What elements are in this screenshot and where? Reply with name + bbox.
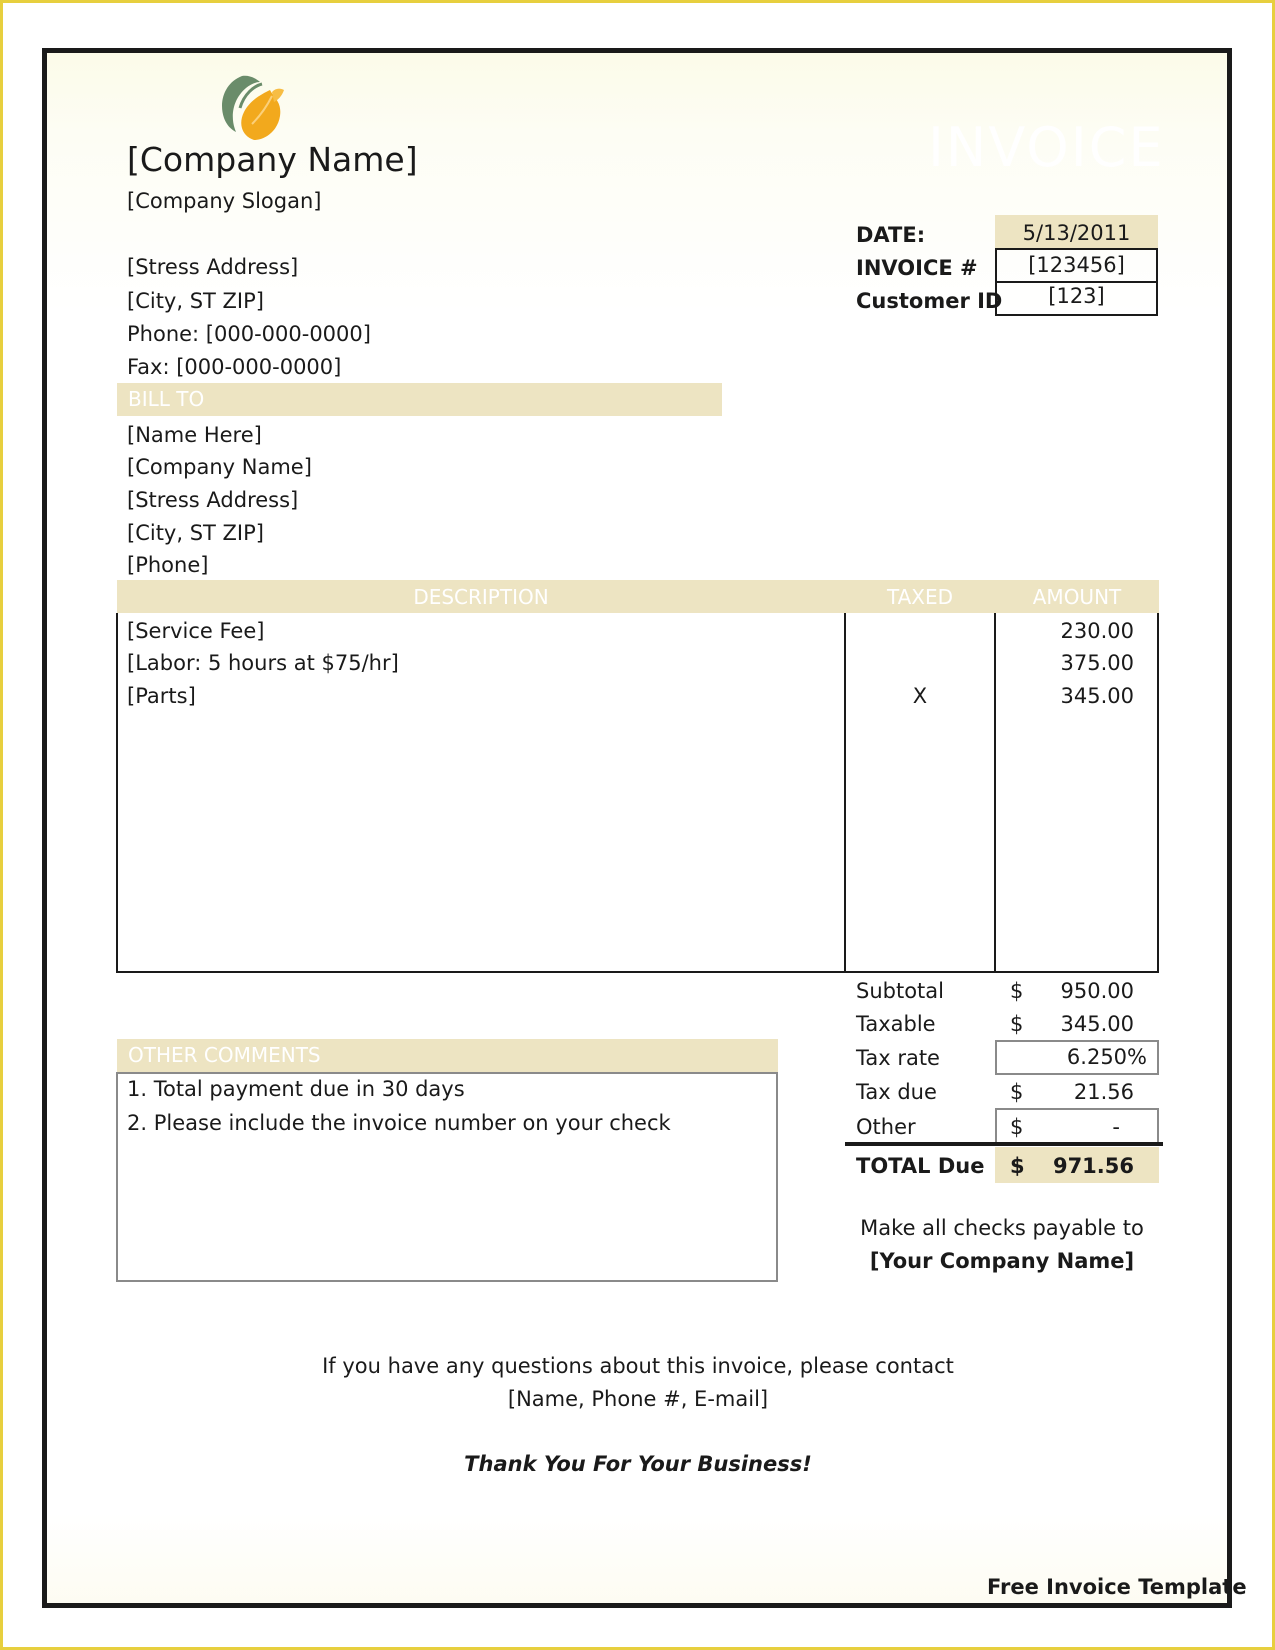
item-taxed: X	[912, 684, 928, 708]
bill-to-phone: [Phone]	[127, 553, 209, 577]
total-due-label: TOTAL Due	[856, 1154, 985, 1178]
payable-company: [Your Company Name]	[869, 1249, 1135, 1273]
other-value: -	[1112, 1115, 1120, 1139]
bill-to-header: BILL TO	[128, 387, 205, 411]
contact-line-2: [Name, Phone #, E-mail]	[507, 1387, 769, 1411]
bill-to-address: [Stress Address]	[127, 488, 299, 512]
tax-due-value: 21.56	[1073, 1080, 1134, 1104]
comments-band	[117, 1039, 778, 1072]
taxable-currency: $	[1010, 1012, 1024, 1036]
company-fax: Fax: [000-000-0000]	[127, 355, 342, 379]
item-description: [Labor: 5 hours at $75/hr]	[127, 651, 399, 675]
table-border-right	[1157, 613, 1159, 973]
tax-rate-box	[995, 1040, 1159, 1075]
bill-to-name: [Name Here]	[127, 423, 262, 447]
description-header: DESCRIPTION	[413, 585, 549, 609]
taxable-label: Taxable	[856, 1012, 936, 1036]
date-label: DATE:	[856, 223, 926, 247]
comment-line-2: 2. Please include the invoice number on your check	[127, 1111, 671, 1135]
bill-to-city: [City, ST ZIP]	[127, 521, 264, 545]
comments-header: OTHER COMMENTS	[128, 1043, 321, 1067]
subtotal-currency: $	[1010, 979, 1024, 1003]
subtotal-label: Subtotal	[856, 979, 944, 1003]
other-label: Other	[856, 1115, 916, 1139]
tax-rate-value: 6.250%	[1066, 1045, 1147, 1069]
total-due-currency: $	[1010, 1154, 1025, 1178]
bill-to-band	[117, 383, 722, 416]
company-name: [Company Name]	[127, 140, 418, 179]
item-amount: 230.00	[1060, 619, 1134, 643]
comment-line-1: 1. Total payment due in 30 days	[127, 1077, 465, 1101]
company-city: [City, ST ZIP]	[127, 289, 264, 313]
invoice-number-value: [123456]	[995, 248, 1158, 283]
taxed-header: TAXED	[886, 585, 954, 609]
invoice-title: INVOICE	[928, 116, 1165, 179]
company-logo	[216, 72, 290, 142]
customer-id-label: Customer ID	[856, 289, 1003, 313]
tax-due-currency: $	[1010, 1080, 1024, 1104]
subtotal-value: 950.00	[1060, 979, 1134, 1003]
other-currency: $	[1010, 1115, 1024, 1139]
payable-line-1: Make all checks payable to	[860, 1216, 1144, 1240]
company-address: [Stress Address]	[127, 255, 299, 279]
tax-due-label: Tax due	[856, 1080, 937, 1104]
total-divider	[845, 1142, 1163, 1146]
taxable-value: 345.00	[1060, 1012, 1134, 1036]
item-description: [Service Fee]	[127, 619, 265, 643]
amount-header: AMOUNT	[1032, 585, 1122, 609]
company-phone: Phone: [000-000-0000]	[127, 322, 371, 346]
table-border-left	[116, 613, 118, 973]
date-value: 5/13/2011	[995, 215, 1158, 248]
company-slogan: [Company Slogan]	[127, 189, 322, 213]
contact-line-1: If you have any questions about this invoice, please contact	[322, 1354, 954, 1378]
tax-rate-label: Tax rate	[856, 1046, 940, 1070]
invoice-number-label: INVOICE #	[856, 256, 978, 280]
item-amount: 345.00	[1060, 684, 1134, 708]
bill-to-company: [Company Name]	[127, 455, 312, 479]
total-due-value: 971.56	[1052, 1154, 1134, 1178]
footer-template-label: Free Invoice Template	[987, 1575, 1247, 1599]
item-description: [Parts]	[127, 684, 196, 708]
table-divider-taxed	[844, 613, 846, 973]
table-border-bottom	[116, 971, 1159, 973]
customer-id-value: [123]	[995, 281, 1158, 316]
item-amount: 375.00	[1060, 651, 1134, 675]
thank-you-message: Thank You For Your Business!	[464, 1452, 812, 1476]
